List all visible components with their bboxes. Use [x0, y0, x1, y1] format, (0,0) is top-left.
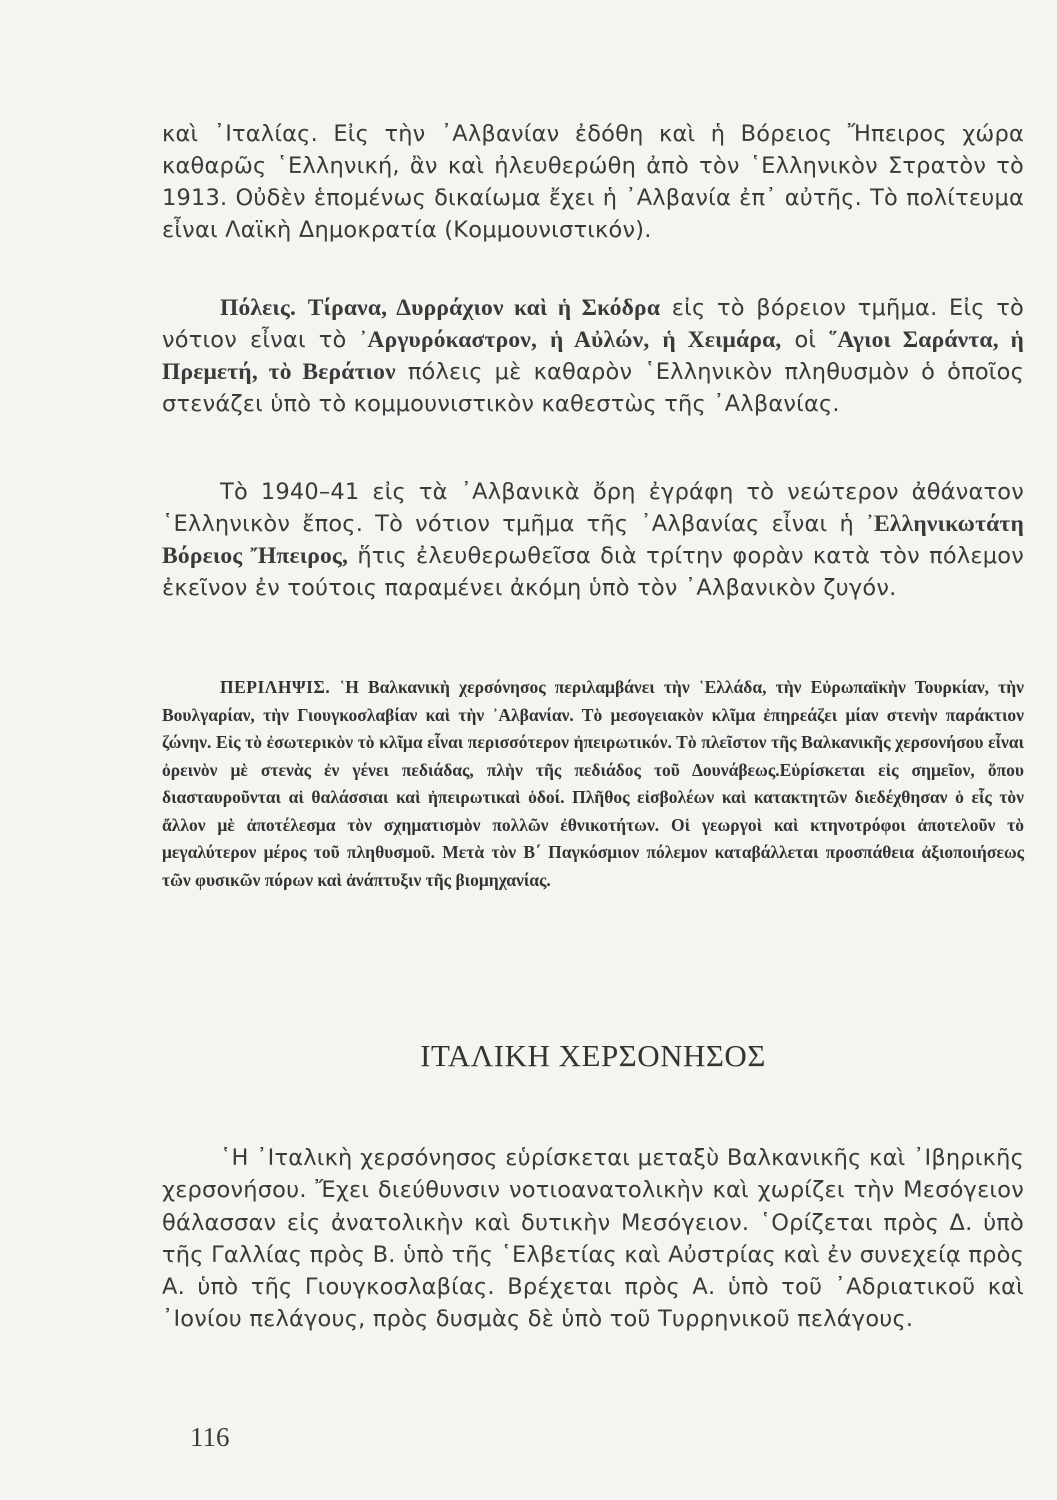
summary-label: ΠΕΡΙΛΗΨΙΣ.	[220, 677, 331, 697]
summary-balkan	[162, 674, 1024, 894]
section-heading-italian-peninsula: ΙΤΑΛΙΚΗ ΧΕΡΣΟΝΗΣΟΣ	[420, 1038, 766, 1073]
cities-label: Πόλεις.	[220, 295, 297, 321]
cities-north: Τίρανα, Δυρράχιον καὶ ἡ Σκόδρα	[307, 295, 661, 321]
epic-text-1: Τὸ 1940–41 εἰς τὰ ᾿Αλβανικὰ ὄρη ἐγράφη τὸ νεώτερον ἀθάνατον ῾Ελληνικὸν ἔπος. Τὸ νότιον τμῆμα τῆς ᾿Αλβανίας εἶναι ἡ	[162, 479, 1024, 537]
page-number: 116	[190, 1422, 230, 1452]
summary-text: ῾Η Βαλκανικὴ χερσόνησος περιλαμβάνει τὴν ῾Ελλάδα, τὴν Εὐρωπαϊκὴν Τουρκίαν, τὴν Βουλγαρίαν, τὴν Γιουγκοσλαβίαν καὶ τὴν ᾿Αλβανίαν. Τὸ μεσογειακὸν κλῖμα ἐπηρεάζει μίαν στενὴν παράκτιον ζώνην. Εἰς τὸ ἐσωτερικὸν τὸ κλῖμα εἶναι περισσότερον ἠπειρωτικόν. Τὸ πλεῖστον τῆς Βαλκανικῆς χερσονήσου εἶναι ὀρεινὸν μὲ στενὰς ἐν γένει πεδιάδας, πλὴν τῆς πεδιάδος τοῦ Δουνάβεως.Εὑρίσκεται εἰς σημεῖον, ὅπου διασταυροῦνται αἱ θαλάσσιαι καὶ ἠπειρωτικαὶ ὁδοί. Πλῆθος εἰσβολέων καὶ κατακτητῶν διεδέχθησαν ὁ εἷς τὸν ἄλλον μὲ ἀποτέλεσμα τὸν σχηματισμὸν πολλῶν ἐθνικοτήτων. Οἱ γεωργοὶ καὶ κτηνοτρόφοι ἀποτελοῦν τὸ μεγαλύτερον μέρος τοῦ πληθυσμοῦ. Μετὰ τὸν Β΄ Παγκόσμιον πόλεμον καταβάλλεται προσπάθεια ἀξιοποιήσεως τῶν φυσικῶν πόρων καὶ ἀνάπτυξιν τῆς βιομηχανίας.	[162, 677, 1024, 890]
city-himara: ἡ Χειμάρα,	[662, 327, 782, 353]
city-agioi-saranta: ῞Αγιοι Σαράντα, ἡ Πρεμετή, τὸ Βεράτιον	[162, 327, 1024, 385]
epic-text-2: ἥτις ἐλευθερωθεῖσα διὰ τρίτην φορὰν κατὰ τὸν πόλεμον ἐκεῖνον ἐν τούτοις παραμένει ἀκόμη ὑπὸ τὸν ᾿Αλβανικὸν ζυγόν.	[162, 543, 1024, 601]
paragraph-cities	[162, 292, 1024, 420]
paragraph-italian-peninsula: ῾Η ᾿Ιταλικὴ χερσόνησος εὑρίσκεται μεταξὺ Βαλκανικῆς καὶ ᾿Ιβηρικῆς χερσονήσου. Ἔχει διεύθυνσιν νοτιοανατολικὴν καὶ χωρίζει τὴν Μεσόγειον θάλασσαν εἰς ἀνατολικὴν καὶ δυτικὴν Μεσόγειον. ῾Ορίζεται πρὸς Δ. ὑπὸ τῆς Γαλλίας πρὸς Β. ὑπὸ τῆς ῾Ελβετίας καὶ Αὐστρίας καὶ ἐν συνεχείᾳ πρὸς Α. ὑπὸ τῆς Γιουγκοσλαβίας. Βρέχεται πρὸς Α. ὑπὸ τοῦ ᾿Αδριατικοῦ καὶ ᾿Ιονίου πελάγους, πρὸς δυσμὰς δὲ ὑπὸ τοῦ Τυρρηνικοῦ πελάγους.	[162, 1145, 1024, 1333]
book-page	[162, 118, 1024, 1478]
cities-text-3: πόλεις μὲ καθαρὸν ῾Ελληνικὸν πληθυσμὸν ὁ ὁποῖος στενάζει ὑπὸ τὸ κομμουνιστικὸν καθεστὼς τῆς ᾿Αλβανίας.	[162, 359, 1024, 417]
city-argyrokastro: ᾿Αργυρόκαστρον,	[359, 327, 538, 353]
cities-text-1: εἰς τὸ βόρειον τμῆμα. Εἰς τὸ νότιον εἶναι τὸ	[162, 295, 1024, 353]
city-avlon: ἡ Αὐλών,	[550, 327, 650, 353]
paragraph-albania-epirus: καὶ ᾿Ιταλίας. Εἰς τὴν ᾿Αλβανίαν ἐδόθη καὶ ἡ Βόρειος Ἤπειρος χώρα καθαρῶς ῾Ελληνική, ἂν καὶ ἠλευθερώθη ἀπὸ τὸν ῾Ελληνικὸν Στρατὸν τὸ 1913. Οὐδὲν ἑπομένως δικαίωμα ἔχει ἡ ᾿Αλβανία ἐπ᾿ αὐτῆς. Τὸ πολίτευμα εἶναι Λαϊκὴ Δημοκρατία (Κομμουνιστικόν).	[162, 121, 1024, 243]
paragraph-epic-1940	[162, 476, 1024, 604]
cities-text-2: οἱ	[781, 327, 830, 353]
epic-bold-northern-epirus: ᾿Ελληνικωτάτη Βόρειος Ἤπειρος,	[162, 511, 1024, 569]
